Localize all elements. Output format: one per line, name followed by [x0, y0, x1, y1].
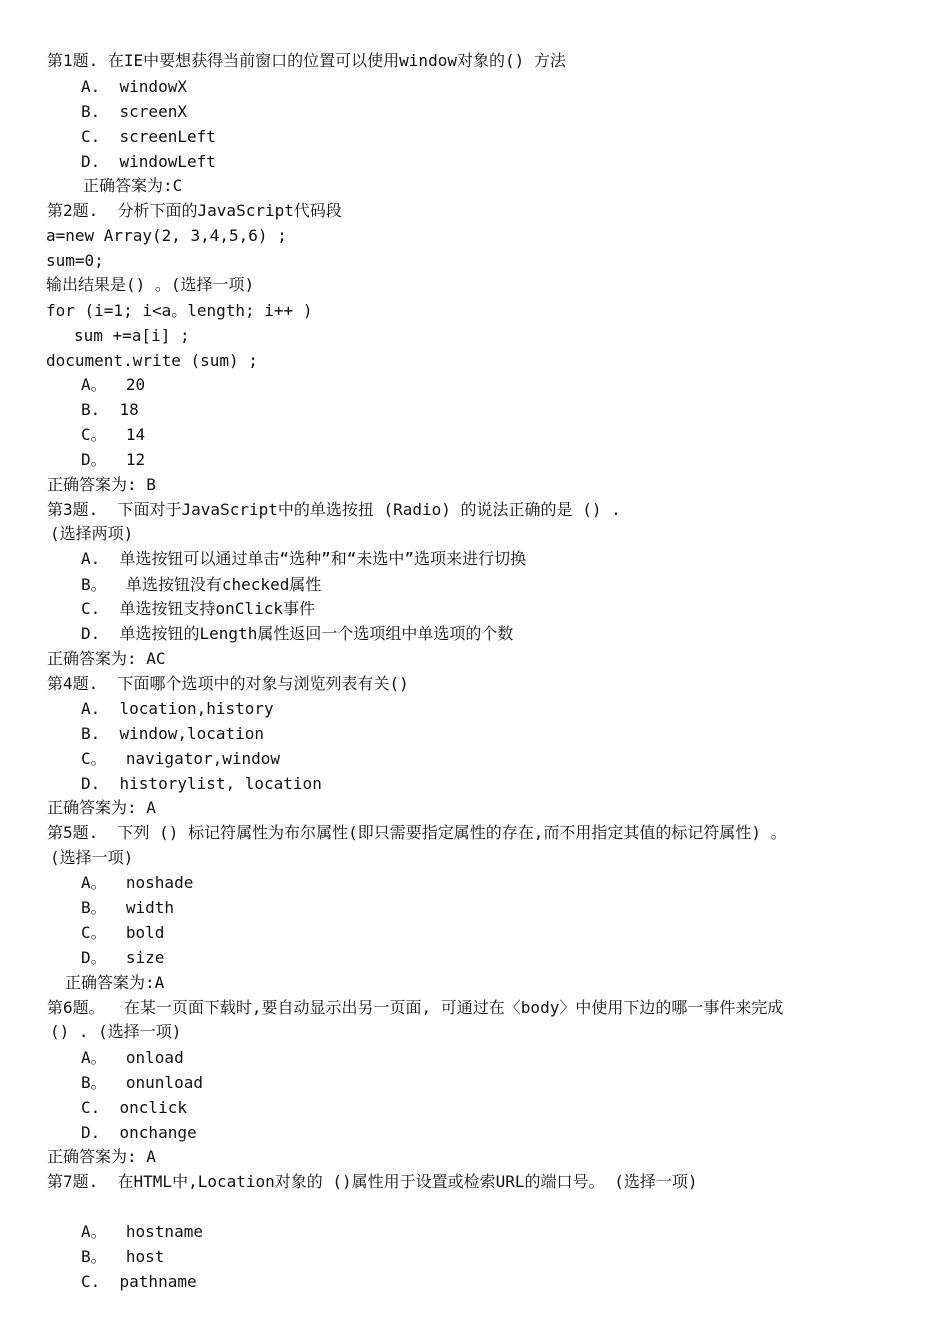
question-4-answer: 正确答案为: A	[47, 798, 156, 817]
question-4-option-a: A. location,history	[81, 699, 274, 718]
question-2-option-b: B. 18	[81, 400, 139, 419]
question-2-title: 第2题. 分析下面的JavaScript代码段	[47, 201, 342, 220]
question-6-option-b: B。 onunload	[81, 1073, 203, 1092]
question-2-code-line-4: for (i=1; i<a。length; i++ )	[46, 301, 313, 320]
question-2-option-d: D。 12	[81, 450, 146, 469]
question-3-option-c: C. 单选按钮支持onClick事件	[81, 599, 315, 618]
question-3-option-b: B。 单选按钮没有checked属性	[81, 575, 322, 594]
question-2-code-line-3: 输出结果是() 。(选择一项)	[46, 275, 255, 294]
question-1-option-b: B. screenX	[81, 102, 187, 121]
question-7-option-c: C. pathname	[81, 1272, 197, 1291]
question-7-title: 第7题. 在HTML中,Location对象的 ()属性用于设置或检索URL的端口号。 (选择一项)	[47, 1172, 698, 1191]
question-5-option-a: A。 noshade	[81, 873, 194, 892]
question-6-title: 第6题。 在某一页面下载时,要自动显示出另一页面, 可通过在〈body〉中使用下边的哪一事件来完成	[47, 998, 784, 1017]
question-6-continuation: () . (选择一项)	[50, 1022, 182, 1041]
question-3-option-d: D. 单选按钮的Length属性返回一个选项组中单选项的个数	[81, 624, 514, 643]
question-4-title: 第4题. 下面哪个选项中的对象与浏览列表有关()	[47, 674, 409, 693]
question-3-answer: 正确答案为: AC	[47, 649, 166, 668]
question-4-option-c: C。 navigator,window	[81, 749, 281, 768]
question-7-option-b: B。 host	[81, 1247, 165, 1266]
question-5-option-d: D。 size	[81, 948, 165, 967]
question-3-title: 第3题. 下面对于JavaScript中的单选按扭 (Radio) 的说法正确的是 () .	[47, 500, 621, 519]
question-5-continuation: (选择一项)	[50, 848, 134, 867]
question-1-option-c: C. screenLeft	[81, 127, 216, 146]
question-2-code-line-5: sum +=a[i] ;	[74, 326, 190, 345]
question-5-option-b: B。 width	[81, 898, 175, 917]
question-1-option-a: A. windowX	[81, 77, 187, 96]
question-1-option-d: D. windowLeft	[81, 152, 216, 171]
question-5-option-c: C。 bold	[81, 923, 165, 942]
question-6-option-a: A。 onload	[81, 1048, 184, 1067]
question-3-option-a: A. 单选按钮可以通过单击“选种”和“未选中”选项来进行切换	[81, 549, 527, 568]
question-2-option-c: C。 14	[81, 425, 146, 444]
question-4-option-d: D. historylist, location	[81, 774, 322, 793]
question-2-code-line-6: document.write (sum) ;	[46, 351, 258, 370]
question-6-option-c: C. onclick	[81, 1098, 187, 1117]
question-5-title: 第5题. 下列 () 标记符属性为布尔属性(即只需要指定属性的存在,而不用指定其值的标记符属性) 。	[47, 823, 787, 842]
question-6-option-d: D. onchange	[81, 1123, 197, 1142]
question-1-answer: 正确答案为:C	[83, 176, 183, 195]
question-6-answer: 正确答案为: A	[47, 1147, 156, 1166]
question-1-title: 第1题. 在IE中要想获得当前窗口的位置可以使用window对象的() 方法	[47, 51, 566, 70]
question-2-code-line-2: sum=0;	[46, 251, 104, 270]
question-4-option-b: B. window,location	[81, 724, 265, 743]
question-2-answer: 正确答案为: B	[47, 475, 156, 494]
question-2-option-a: A。 20	[81, 375, 146, 394]
question-7-option-a: A。 hostname	[81, 1222, 203, 1241]
question-5-answer: 正确答案为:A	[65, 973, 165, 992]
question-2-code-line-1: a=new Array(2, 3,4,5,6) ;	[46, 226, 287, 245]
question-3-continuation: (选择两项)	[50, 524, 134, 543]
